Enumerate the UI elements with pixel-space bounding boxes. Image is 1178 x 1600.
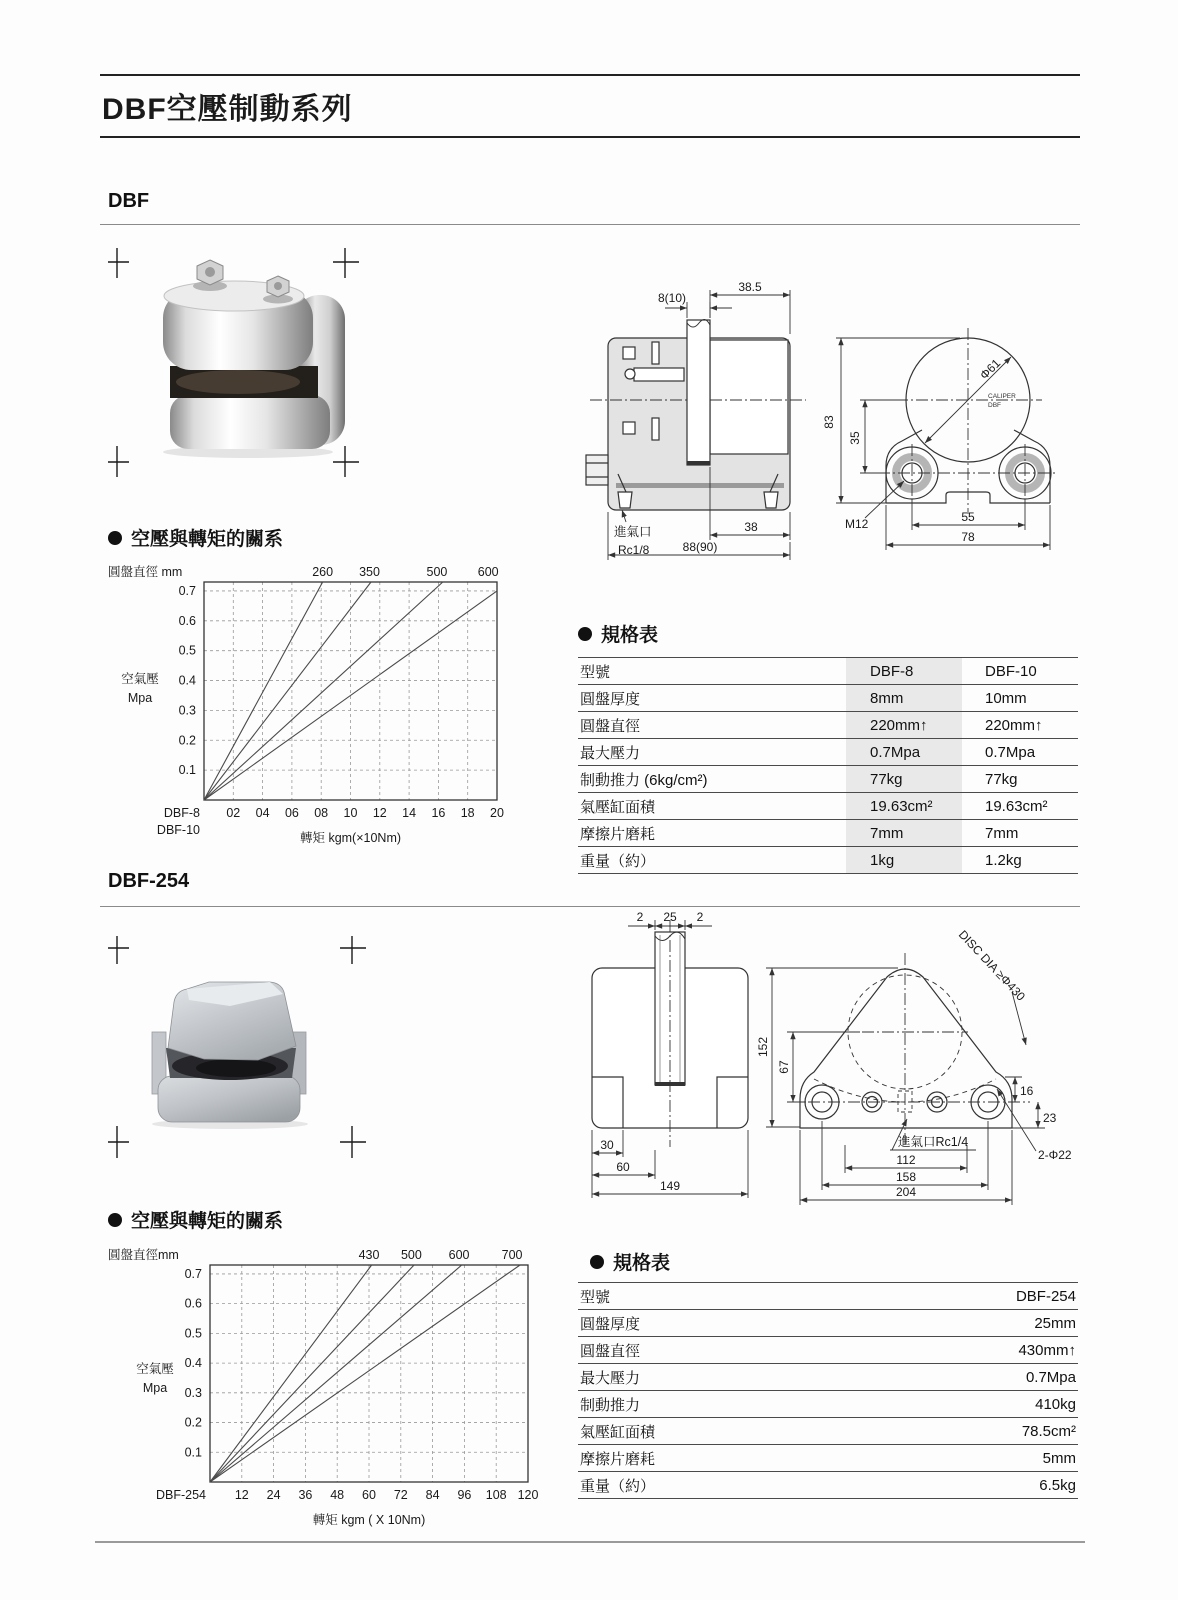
spec-value-dbf10: 0.7Mpa <box>985 743 1036 761</box>
technical-drawing-dbf254 <box>560 895 1105 1217</box>
dim-67: 67 <box>777 1060 791 1074</box>
spec-value-dbf10: 7mm <box>985 824 1019 842</box>
dim-78: 78 <box>961 530 975 544</box>
hex-bolt <box>193 260 227 291</box>
x-tick-label: 48 <box>330 1488 345 1502</box>
spec-row <box>578 766 1078 793</box>
spec-value-dbf10: 220mm↑ <box>985 716 1043 734</box>
caliper-marking-line1: CALIPER <box>988 393 1016 400</box>
torque-chart-dbf254 <box>100 1218 570 1538</box>
technical-drawing-dbf <box>560 252 1085 567</box>
spec-row <box>578 739 1078 766</box>
spec-label: 制動推力 (6kg/cm²) <box>580 771 708 789</box>
air-inlet-label-254: 進氣口Rc1/4 <box>898 1135 969 1149</box>
dim-m12: M12 <box>845 517 869 531</box>
dim-149: 149 <box>659 1179 681 1193</box>
x-tick-label: 04 <box>255 806 270 820</box>
series-line-350 <box>204 582 371 800</box>
spec-value-dbf10: DBF-10 <box>985 662 1037 680</box>
torque-section-heading-dbf <box>108 524 283 551</box>
series-label-600: 600 <box>448 1248 470 1262</box>
spec-value-dbf8: 8mm <box>846 685 962 711</box>
y-tick-label: 0.4 <box>178 673 196 688</box>
spec-label: 圓盤直徑 <box>580 717 641 735</box>
origin-label: DBF-254 <box>155 1488 206 1502</box>
spec-row <box>578 1310 1078 1337</box>
caliper-lower-block <box>170 395 330 449</box>
series-label-500: 500 <box>426 565 448 579</box>
series-label-500: 500 <box>400 1248 422 1262</box>
torque-section-title: 空壓與轉矩的關系 <box>131 529 284 550</box>
spec-label: 最大壓力 <box>580 1369 641 1387</box>
spec-label: 圓盤直徑 <box>580 1342 641 1360</box>
spec-section-title: 規格表 <box>601 625 659 646</box>
y-tick-label: 0.1 <box>178 763 196 778</box>
disc-diameter-axis-label: 圓盤直徑mm <box>108 1248 179 1262</box>
series-label-430: 430 <box>358 1248 380 1262</box>
spec-label: 氣壓缸面積 <box>580 1423 656 1441</box>
caliper-lower-block <box>158 1076 300 1122</box>
torque-chart-dbf <box>100 555 540 855</box>
x-tick-label: 12 <box>234 1488 249 1502</box>
dim-16: 16 <box>1020 1084 1034 1098</box>
spec-label: 重量（約） <box>580 852 656 870</box>
disc-diameter-axis-label: 圓盤直徑 mm <box>108 565 183 579</box>
x-tick-label: 120 <box>517 1488 539 1502</box>
origin-label: DBF-10 <box>156 823 200 837</box>
spec-row <box>578 1445 1078 1472</box>
x-tick-label: 72 <box>393 1488 408 1502</box>
spec-label: 最大壓力 <box>580 744 641 762</box>
dim-38: 38 <box>744 520 758 534</box>
bullet-icon <box>108 531 122 545</box>
x-tick-label: 12 <box>372 806 387 820</box>
x-tick-label: 84 <box>425 1488 440 1502</box>
spec-row <box>578 820 1078 847</box>
y-tick-label: 0.1 <box>184 1445 202 1460</box>
spec-row <box>578 1337 1078 1364</box>
spec-section-heading-dbf <box>578 620 658 647</box>
dim-55: 55 <box>961 510 975 524</box>
dim-152: 152 <box>756 1036 770 1058</box>
y-axis-title: 空氣壓 <box>136 1362 174 1376</box>
x-tick-label: 18 <box>460 806 475 820</box>
spec-value-dbf254: 5mm <box>1042 1449 1076 1467</box>
x-tick-label: 14 <box>402 806 417 820</box>
series-line-700 <box>210 1265 520 1482</box>
y-axis-title: Mpa <box>127 691 153 705</box>
spec-label: 氣壓缸面積 <box>580 798 656 816</box>
brake-pad <box>176 370 300 394</box>
x-tick-label: 108 <box>485 1488 507 1502</box>
origin-label: DBF-8 <box>163 806 200 820</box>
spec-row <box>578 1418 1078 1445</box>
y-tick-label: 0.5 <box>184 1326 202 1341</box>
x-axis-title: 轉矩 kgm ( X 10Nm) <box>312 1513 426 1527</box>
y-tick-label: 0.7 <box>178 583 196 598</box>
spec-table-dbf <box>578 657 1078 874</box>
bullet-icon <box>590 1255 604 1269</box>
series-label-700: 700 <box>501 1248 523 1262</box>
bullet-icon <box>578 627 592 641</box>
series-line-600 <box>210 1265 462 1482</box>
spec-row <box>578 1472 1078 1499</box>
spec-row <box>578 1391 1078 1418</box>
spec-row <box>578 712 1078 739</box>
series-label-260: 260 <box>312 565 334 579</box>
spec-value-dbf8: 7mm <box>846 820 962 846</box>
spec-value-dbf8: DBF-8 <box>846 658 962 684</box>
spec-label: 型號 <box>580 663 611 681</box>
series-label-350: 350 <box>359 565 380 579</box>
dim-23: 23 <box>1043 1111 1057 1125</box>
y-axis-title: Mpa <box>142 1381 168 1395</box>
series-line-500 <box>204 582 443 800</box>
disc-dia-label: DISC DIA ≥Φ430 <box>955 927 1029 1004</box>
dbf254-section-view <box>592 920 748 1147</box>
series-line-260 <box>204 582 323 800</box>
title-top-rule <box>100 74 1080 76</box>
caliper-marking-line2: DBF <box>988 402 1001 409</box>
spec-value-dbf10: 19.63cm² <box>985 797 1048 815</box>
page-bottom-rule <box>95 1541 1085 1543</box>
air-inlet-thread: Rc1/8 <box>618 543 650 557</box>
spec-value-dbf8: 77kg <box>846 766 962 792</box>
section-title-dbf: DBF <box>108 190 150 212</box>
y-tick-label: 0.2 <box>178 733 196 748</box>
spec-label: 摩擦片磨耗 <box>580 825 656 843</box>
page-title: DBF空壓制動系列 <box>102 93 353 126</box>
dim-83: 83 <box>822 415 836 429</box>
dim-8-10: 8(10) <box>657 291 687 305</box>
spec-label: 圓盤厚度 <box>580 1315 641 1333</box>
dim-35: 35 <box>848 431 862 445</box>
dim-158: 158 <box>895 1170 917 1184</box>
spec-section-heading-dbf254 <box>590 1248 670 1275</box>
series-line-430 <box>210 1265 372 1482</box>
spec-value-dbf254: 430mm↑ <box>1018 1341 1076 1359</box>
y-tick-label: 0.2 <box>184 1415 202 1430</box>
x-tick-label: 08 <box>314 806 329 820</box>
spec-row <box>578 657 1078 685</box>
torque-section-title: 空壓與轉矩的關系 <box>131 1211 284 1232</box>
spec-value-dbf8: 1kg <box>846 847 962 873</box>
dim-25: 25 <box>663 910 677 924</box>
x-tick-label: 24 <box>266 1488 281 1502</box>
spec-label: 制動推力 <box>580 1396 641 1414</box>
dim-phi61: Φ61 <box>977 356 1004 383</box>
section-rule-dbf <box>100 224 1080 225</box>
dim-2-phi22: 2-Φ22 <box>1038 1148 1072 1162</box>
dim-204: 204 <box>895 1185 917 1199</box>
y-axis-title: 空氣壓 <box>121 672 159 686</box>
x-tick-label: 16 <box>431 806 446 820</box>
spec-label: 重量（約） <box>580 1477 656 1495</box>
dim-88-90: 88(90) <box>682 540 718 554</box>
product-photo-dbf <box>108 246 360 478</box>
y-tick-label: 0.7 <box>184 1266 202 1281</box>
spec-value-dbf8: 0.7Mpa <box>846 739 962 765</box>
spec-row <box>578 847 1078 874</box>
y-tick-label: 0.3 <box>178 703 196 718</box>
spec-value-dbf254: 6.5kg <box>1039 1476 1076 1494</box>
spec-label: 圓盤厚度 <box>580 690 641 708</box>
x-tick-label: 10 <box>343 806 358 820</box>
brake-pad-center <box>196 1059 276 1077</box>
spec-value-dbf254: 410kg <box>1035 1395 1076 1413</box>
spec-value-dbf254: 25mm <box>1034 1314 1076 1332</box>
series-line-500 <box>210 1265 414 1482</box>
dim-60: 60 <box>616 1160 630 1174</box>
spec-row <box>578 793 1078 820</box>
dim-30: 30 <box>600 1138 614 1152</box>
spec-value-dbf8: 19.63cm² <box>846 793 962 819</box>
spec-table-dbf254 <box>578 1282 1078 1499</box>
section-title-dbf254: DBF-254 <box>108 870 190 892</box>
x-tick-label: 36 <box>298 1488 313 1502</box>
spec-row <box>578 1282 1078 1310</box>
spec-label: 摩擦片磨耗 <box>580 1450 656 1468</box>
spec-value-dbf254: DBF-254 <box>1015 1287 1076 1305</box>
spec-value-dbf8: 220mm↑ <box>846 712 962 738</box>
air-inlet-label: 進氣口 <box>614 525 652 539</box>
spec-value-dbf10: 10mm <box>985 689 1027 707</box>
x-tick-label: 60 <box>362 1488 376 1502</box>
dbf254-front-view <box>788 953 1030 1147</box>
x-tick-label: 96 <box>457 1488 472 1502</box>
spec-value-dbf254: 78.5cm² <box>1021 1422 1076 1440</box>
y-tick-label: 0.6 <box>184 1296 202 1311</box>
product-photo-dbf254 <box>108 936 368 1160</box>
title-bottom-rule <box>100 136 1080 138</box>
spec-row <box>578 685 1078 712</box>
x-tick-label: 06 <box>284 806 299 820</box>
dim-38-5: 38.5 <box>738 280 762 294</box>
spec-value-dbf10: 1.2kg <box>985 851 1022 869</box>
y-tick-label: 0.6 <box>178 613 196 628</box>
dim-2-left: 2 <box>636 910 644 924</box>
series-label-600: 600 <box>477 565 499 579</box>
x-tick-label: 02 <box>226 806 241 820</box>
spec-label: 型號 <box>580 1288 611 1306</box>
spec-value-dbf10: 77kg <box>985 770 1018 788</box>
x-axis-title: 轉矩 kgm(×10Nm) <box>299 831 402 845</box>
dbf-section-view <box>586 319 806 510</box>
spec-value-dbf254: 0.7Mpa <box>1025 1368 1076 1386</box>
dim-2-right: 2 <box>696 910 704 924</box>
x-tick-label: 20 <box>490 806 504 820</box>
spec-row <box>578 1364 1078 1391</box>
y-tick-label: 0.5 <box>178 643 196 658</box>
hex-bolt <box>263 276 293 304</box>
y-tick-label: 0.3 <box>184 1385 202 1400</box>
spec-section-title: 規格表 <box>613 1253 671 1274</box>
dbf-front-view <box>878 328 1058 514</box>
dim-112: 112 <box>896 1153 916 1167</box>
y-tick-label: 0.4 <box>184 1356 202 1371</box>
